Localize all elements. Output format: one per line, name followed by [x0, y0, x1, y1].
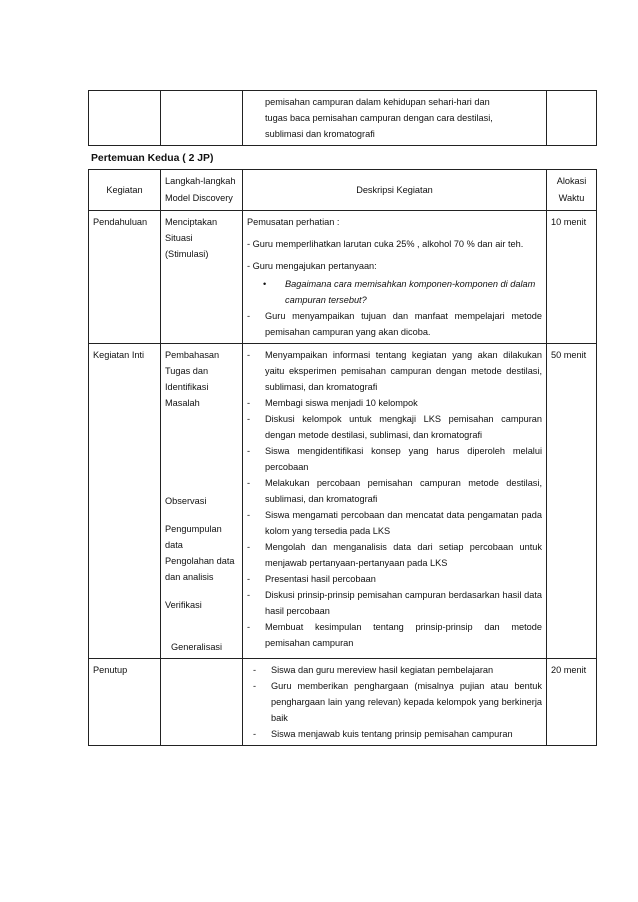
bullet-icon: • — [263, 279, 267, 289]
list-item: - Siswa mengidentifikasi konsep yang harus diperoleh melalui percobaan — [247, 446, 542, 472]
deskripsi-cell — [243, 344, 547, 659]
kegiatan-cell: Pendahuluan — [89, 211, 161, 344]
table-cell — [89, 91, 161, 146]
list-item: • Bagaimana cara memisahkan komponen-komponen di dalam campuran tersebut? — [247, 276, 542, 308]
list-item: - Presentasi hasil percobaan — [247, 574, 376, 584]
list-item: - Guru menyampaikan tujuan dan manfaat mempelajari metode pemisahan campuran yang akan dicoba. — [247, 308, 542, 340]
dash-marker: - — [247, 311, 251, 321]
langkah-cell — [161, 344, 243, 659]
header-kegiatan: Kegiatan — [89, 170, 161, 211]
header-alokasi: Alokasi Waktu — [547, 170, 597, 211]
step-label: Generalisasi — [171, 642, 223, 652]
table-row — [89, 91, 597, 146]
section-heading: Pertemuan Kedua ( 2 JP) — [91, 153, 214, 164]
step-label: Pembahasan Tugas dan Identifikasi Masalah — [165, 350, 220, 408]
step-label: Pengumpulan data — [165, 524, 222, 550]
list-item: - Siswa mengamati percobaan dan mencatat data pengamatan pada kolom yang tersedia pada LKS — [247, 510, 542, 536]
waktu-cell: 20 menit — [547, 659, 597, 746]
langkah-cell: Menciptakan Situasi (Stimulasi) — [161, 211, 243, 344]
step-label: Observasi — [165, 496, 207, 506]
list-item: - Membuat kesimpulan tentang prinsip-prinsip dan metode pemisahan campuran — [247, 622, 542, 648]
list-item: - Guru memperlihatkan larutan cuka 25% , alkohol 70 % dan air teh. — [247, 239, 524, 249]
table-header-row — [89, 170, 597, 211]
list-item: - Melakukan percobaan pemisahan campuran metode destilasi, sublimasi, dan kromatografi — [247, 478, 542, 504]
deskripsi-cell — [243, 659, 547, 746]
step-label: Pengolahan data dan analisis — [165, 556, 235, 582]
description-title: Pemusatan perhatian : — [247, 217, 340, 227]
deskripsi-cell — [243, 211, 547, 344]
list-item: - Mengolah dan menganalisis data dari setiap percobaan untuk menjawab pertanyaan-pertanyaan pada LKS — [247, 542, 542, 568]
table-cell — [161, 91, 243, 146]
list-item: - Siswa dan guru mereview hasil kegiatan pembelajaran — [253, 665, 494, 675]
list-item: sublimasi dan kromatografi — [265, 129, 375, 139]
table-row-inti — [89, 344, 597, 659]
list-item: - Diskusi prinsip-prinsip pemisahan campuran berdasarkan hasil data hasil percobaan — [247, 590, 542, 616]
list-item: - Siswa menjawab kuis tentang prinsip pemisahan campuran — [253, 729, 513, 739]
list-item: - Diskusi kelompok untuk mengkaji LKS pemisahan campuran dengan metode destilasi, sublimasi, dan kromatografi — [247, 414, 542, 440]
waktu-cell: 10 menit — [547, 211, 597, 344]
table-row-penutup — [89, 659, 597, 746]
list-item: - Menyampaikan informasi tentang kegiatan yang akan dilakukan yaitu eksperimen pemisahan campuran dengan metode destilasi, sublimasi, dan kromatografi — [247, 350, 542, 392]
header-langkah: Langkah-langkah Model Discovery — [161, 170, 243, 211]
list-item: - Guru memberikan penghargaan (misalnya pujian atau bentuk penghargaan lain yang relevan) kepada kelompok yang berkinerja baik — [253, 681, 542, 723]
table-cell — [243, 91, 547, 146]
continuation-table — [88, 90, 597, 146]
waktu-cell: 50 menit — [547, 344, 597, 659]
kegiatan-cell: Penutup — [89, 659, 161, 746]
kegiatan-cell: Kegiatan Inti — [89, 344, 161, 659]
table-row-pendahuluan — [89, 211, 597, 344]
step-label: Verifikasi — [165, 600, 202, 610]
header-deskripsi: Deskripsi Kegiatan — [243, 170, 547, 211]
list-item: pemisahan campuran dalam kehidupan sehari-hari dan — [265, 97, 490, 107]
activity-table — [88, 169, 597, 746]
list-item: tugas baca pemisahan campuran dengan cara destilasi, — [265, 113, 493, 123]
table-cell — [547, 91, 597, 146]
langkah-cell — [161, 659, 243, 746]
list-item: - Membagi siswa menjadi 10 kelompok — [247, 398, 418, 408]
list-item: - Guru mengajukan pertanyaan: — [247, 261, 377, 271]
